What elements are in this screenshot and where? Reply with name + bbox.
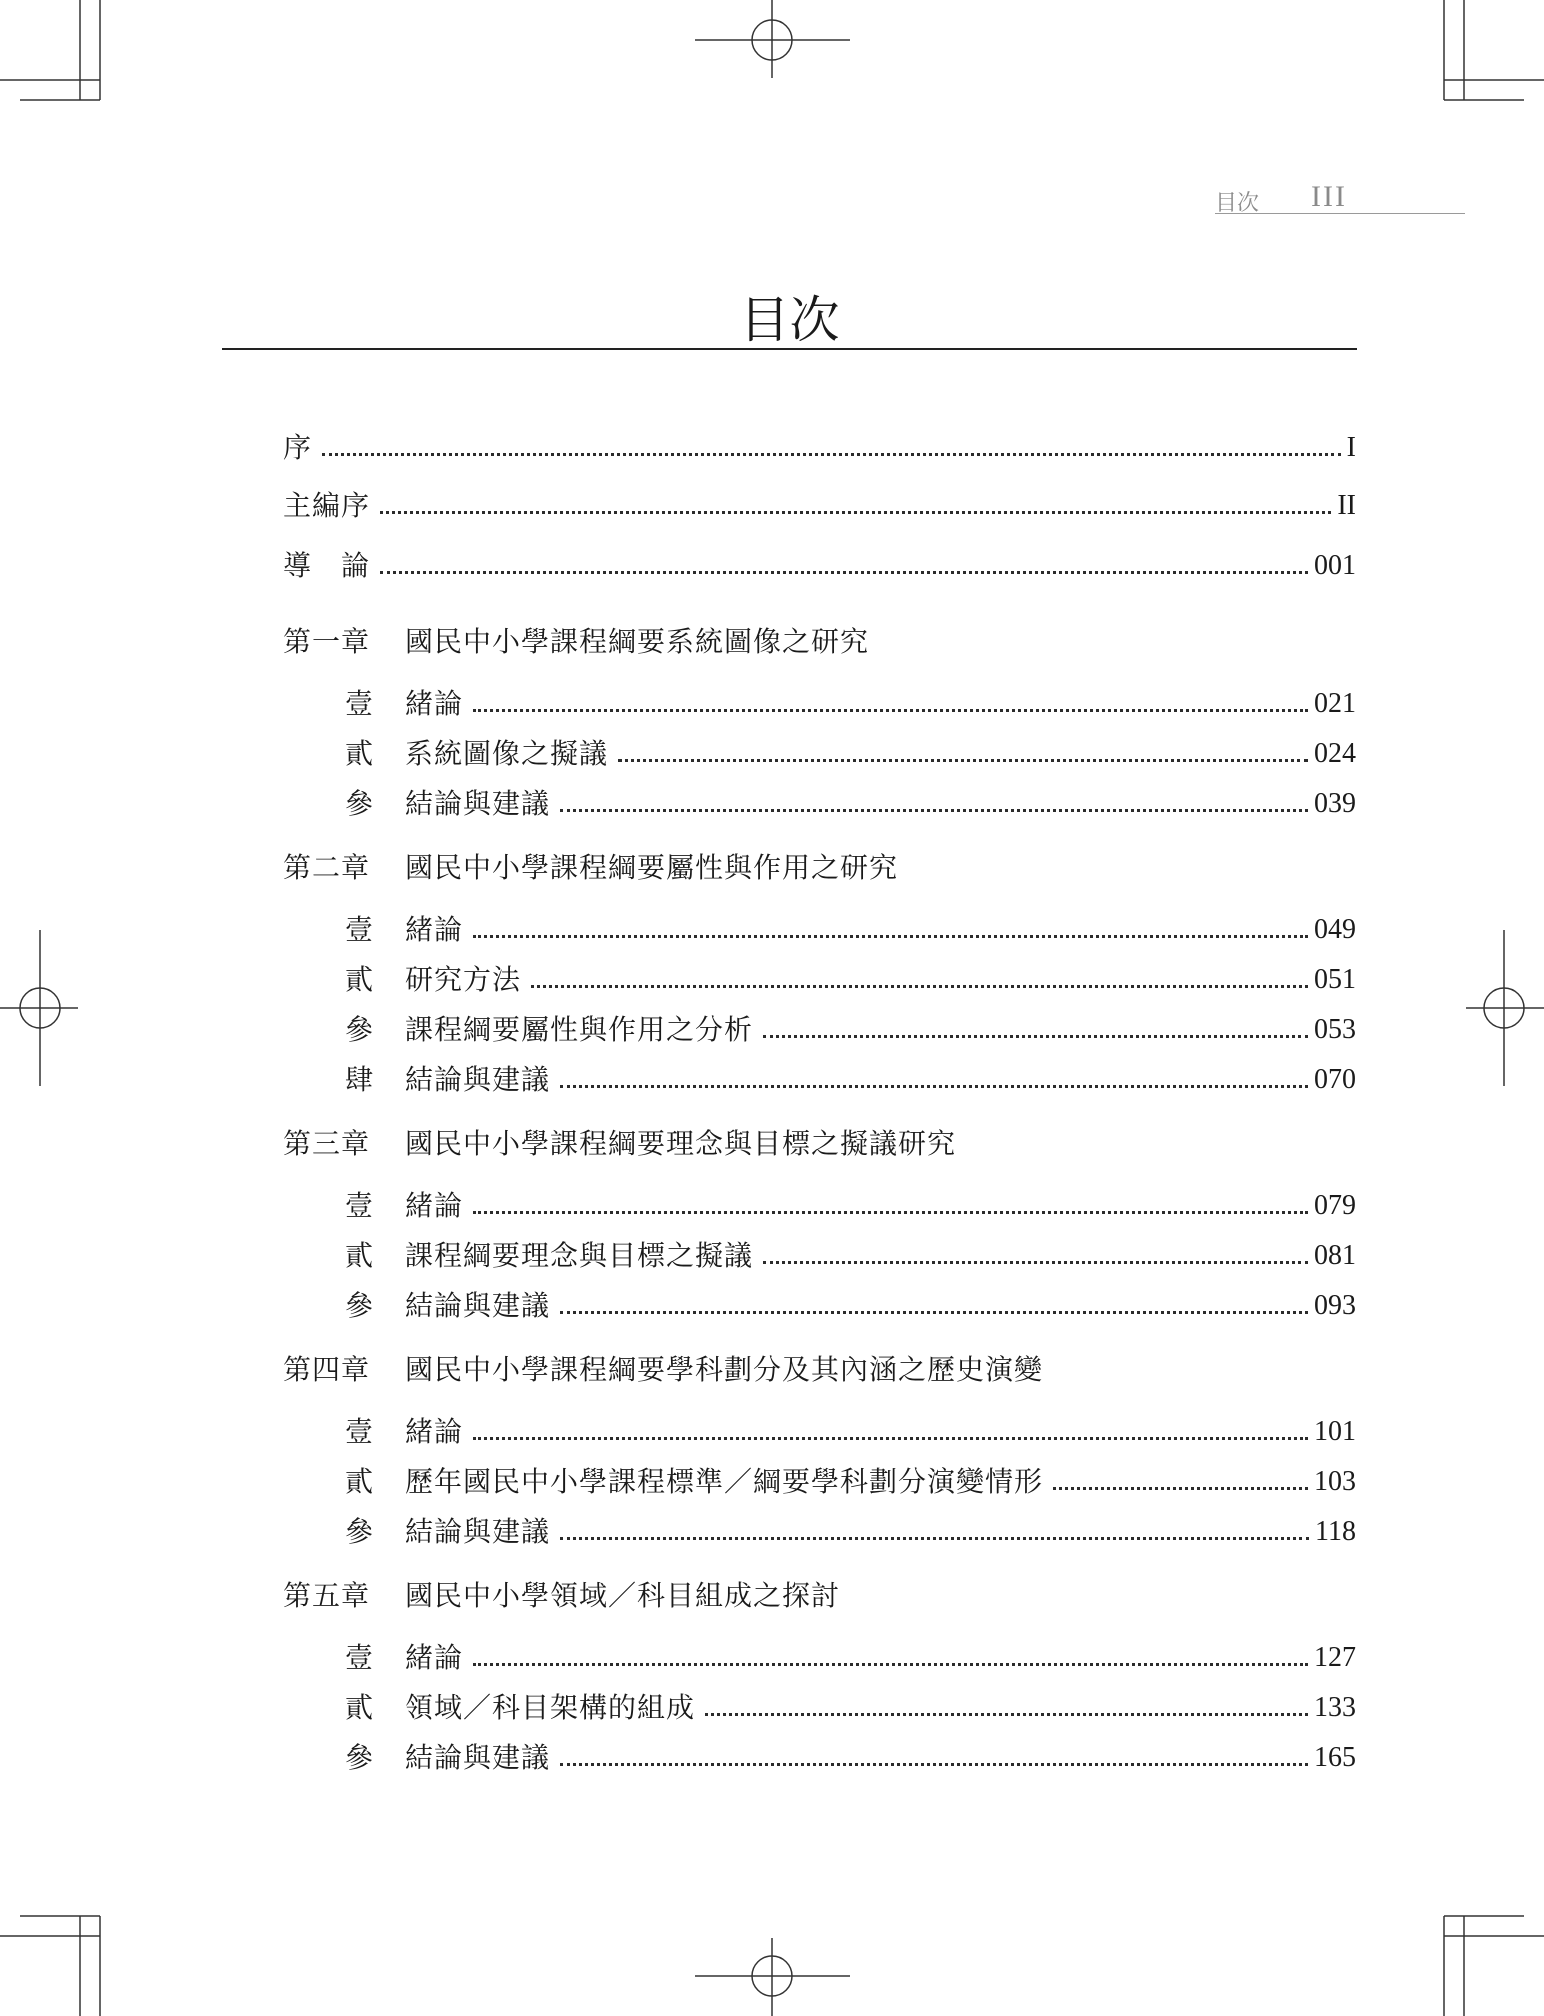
running-header: [1215, 180, 1465, 216]
section-title: 結論與建議: [405, 1741, 551, 1774]
toc-section[interactable]: [283, 1236, 1356, 1276]
section-number: 貳: [345, 1239, 374, 1272]
section-number: 貳: [345, 737, 374, 770]
toc-entry-introduction[interactable]: [283, 546, 1356, 586]
section-number: 壹: [345, 1415, 374, 1448]
toc-entry-editor-preface[interactable]: [283, 486, 1356, 526]
toc-section[interactable]: [283, 734, 1356, 774]
dot-leader: [473, 1211, 1308, 1214]
section-title: 緒論: [405, 1415, 464, 1448]
section-title: 結論與建議: [405, 1063, 551, 1096]
section-page: 039: [1314, 788, 1356, 819]
toc-entry-preface[interactable]: [283, 428, 1356, 468]
chapter-number: 第一章: [283, 625, 371, 658]
dot-leader: [560, 1763, 1308, 1766]
chapter-title: 國民中小學領域／科目組成之探討: [405, 1579, 841, 1612]
toc-entry-page: II: [1337, 490, 1356, 521]
dot-leader: [473, 1437, 1308, 1440]
section-page: 081: [1314, 1240, 1356, 1271]
section-title: 緒論: [405, 1189, 464, 1222]
dot-leader: [560, 1311, 1308, 1314]
chapter-number: 第四章: [283, 1353, 371, 1386]
toc-section[interactable]: [283, 1462, 1356, 1502]
section-number: 參: [345, 1515, 374, 1548]
section-page: 070: [1314, 1064, 1356, 1095]
toc-chapter-1[interactable]: [283, 622, 869, 662]
chapter-title: 國民中小學課程綱要屬性與作用之研究: [405, 851, 899, 884]
toc-chapter-4[interactable]: [283, 1350, 1043, 1390]
section-page: 024: [1314, 738, 1356, 769]
toc-chapter-5[interactable]: [283, 1576, 840, 1616]
chapter-number: 第五章: [283, 1579, 371, 1612]
section-page: 118: [1315, 1516, 1356, 1547]
section-title: 歷年國民中小學課程標準／綱要學科劃分演變情形: [405, 1465, 1044, 1498]
toc-section[interactable]: [283, 910, 1356, 950]
section-title: 結論與建議: [405, 1289, 551, 1322]
dot-leader: [705, 1713, 1308, 1716]
dot-leader: [322, 453, 1341, 456]
running-header-rule: [1215, 213, 1465, 214]
section-page: 133: [1314, 1692, 1356, 1723]
running-header-page-number: III: [1311, 180, 1347, 213]
section-title: 課程綱要理念與目標之擬議: [405, 1239, 754, 1272]
section-page: 051: [1314, 964, 1356, 995]
section-page: 127: [1314, 1642, 1356, 1673]
toc-section[interactable]: [283, 1186, 1356, 1226]
toc-section[interactable]: [283, 1512, 1356, 1552]
dot-leader: [473, 935, 1308, 938]
dot-leader: [763, 1261, 1308, 1264]
dot-leader: [1053, 1487, 1308, 1490]
section-title: 緒論: [405, 913, 464, 946]
toc-section[interactable]: [283, 1060, 1356, 1100]
toc-section[interactable]: [283, 1412, 1356, 1452]
section-title: 研究方法: [405, 963, 522, 996]
toc-chapter-2[interactable]: [283, 848, 898, 888]
dot-leader: [560, 1085, 1308, 1088]
title-rule: [222, 348, 1357, 350]
section-title: 緒論: [405, 1641, 464, 1674]
chapter-title: 國民中小學課程綱要學科劃分及其內涵之歷史演變: [405, 1353, 1044, 1386]
section-title: 領域／科目架構的組成: [405, 1691, 696, 1724]
section-page: 101: [1314, 1416, 1356, 1447]
section-number: 壹: [345, 687, 374, 720]
section-number: 貳: [345, 1465, 374, 1498]
dot-leader: [473, 1663, 1308, 1666]
section-title: 結論與建議: [405, 787, 551, 820]
section-number: 壹: [345, 1189, 374, 1222]
chapter-title: 國民中小學課程綱要理念與目標之擬議研究: [405, 1127, 957, 1160]
toc-section[interactable]: [283, 1688, 1356, 1728]
toc-section[interactable]: [283, 684, 1356, 724]
toc-entry-label: 導 論: [283, 549, 371, 582]
section-page: 165: [1314, 1742, 1356, 1773]
section-number: 貳: [345, 963, 374, 996]
dot-leader: [380, 511, 1331, 514]
section-title: 結論與建議: [405, 1515, 551, 1548]
section-title: 系統圖像之擬議: [405, 737, 609, 770]
section-page: 049: [1314, 914, 1356, 945]
toc-section[interactable]: [283, 960, 1356, 1000]
section-page: 103: [1314, 1466, 1356, 1497]
dot-leader: [763, 1035, 1308, 1038]
toc-section[interactable]: [283, 1286, 1356, 1326]
section-page: 053: [1314, 1014, 1356, 1045]
section-number: 參: [345, 1013, 374, 1046]
toc-section[interactable]: [283, 1010, 1356, 1050]
section-number: 壹: [345, 913, 374, 946]
section-number: 參: [345, 1741, 374, 1774]
dot-leader: [560, 809, 1308, 812]
toc-section[interactable]: [283, 1638, 1356, 1678]
section-title: 緒論: [405, 687, 464, 720]
toc-entry-label: 序: [283, 431, 313, 464]
dot-leader: [618, 759, 1308, 762]
running-header-label: 目次: [1215, 191, 1260, 216]
section-number: 貳: [345, 1691, 374, 1724]
toc-section[interactable]: [283, 1738, 1356, 1778]
chapter-number: 第二章: [283, 851, 371, 884]
toc-entry-page: 001: [1314, 550, 1356, 581]
section-page: 093: [1314, 1290, 1356, 1321]
chapter-number: 第三章: [283, 1127, 371, 1160]
toc-chapter-3[interactable]: [283, 1124, 956, 1164]
dot-leader: [531, 985, 1308, 988]
dot-leader: [560, 1537, 1309, 1540]
section-title: 課程綱要屬性與作用之分析: [405, 1013, 754, 1046]
section-page: 021: [1314, 688, 1356, 719]
section-number: 參: [345, 1289, 374, 1322]
section-number: 壹: [345, 1641, 374, 1674]
page-title: 目次: [739, 291, 840, 349]
dot-leader: [380, 571, 1308, 574]
dot-leader: [473, 709, 1308, 712]
section-number: 肆: [345, 1063, 374, 1096]
section-number: 參: [345, 787, 374, 820]
toc-section[interactable]: [283, 784, 1356, 824]
section-page: 079: [1314, 1190, 1356, 1221]
chapter-title: 國民中小學課程綱要系統圖像之研究: [405, 625, 870, 658]
toc-entry-page: I: [1346, 432, 1356, 463]
toc-entry-label: 主編序: [283, 489, 371, 522]
